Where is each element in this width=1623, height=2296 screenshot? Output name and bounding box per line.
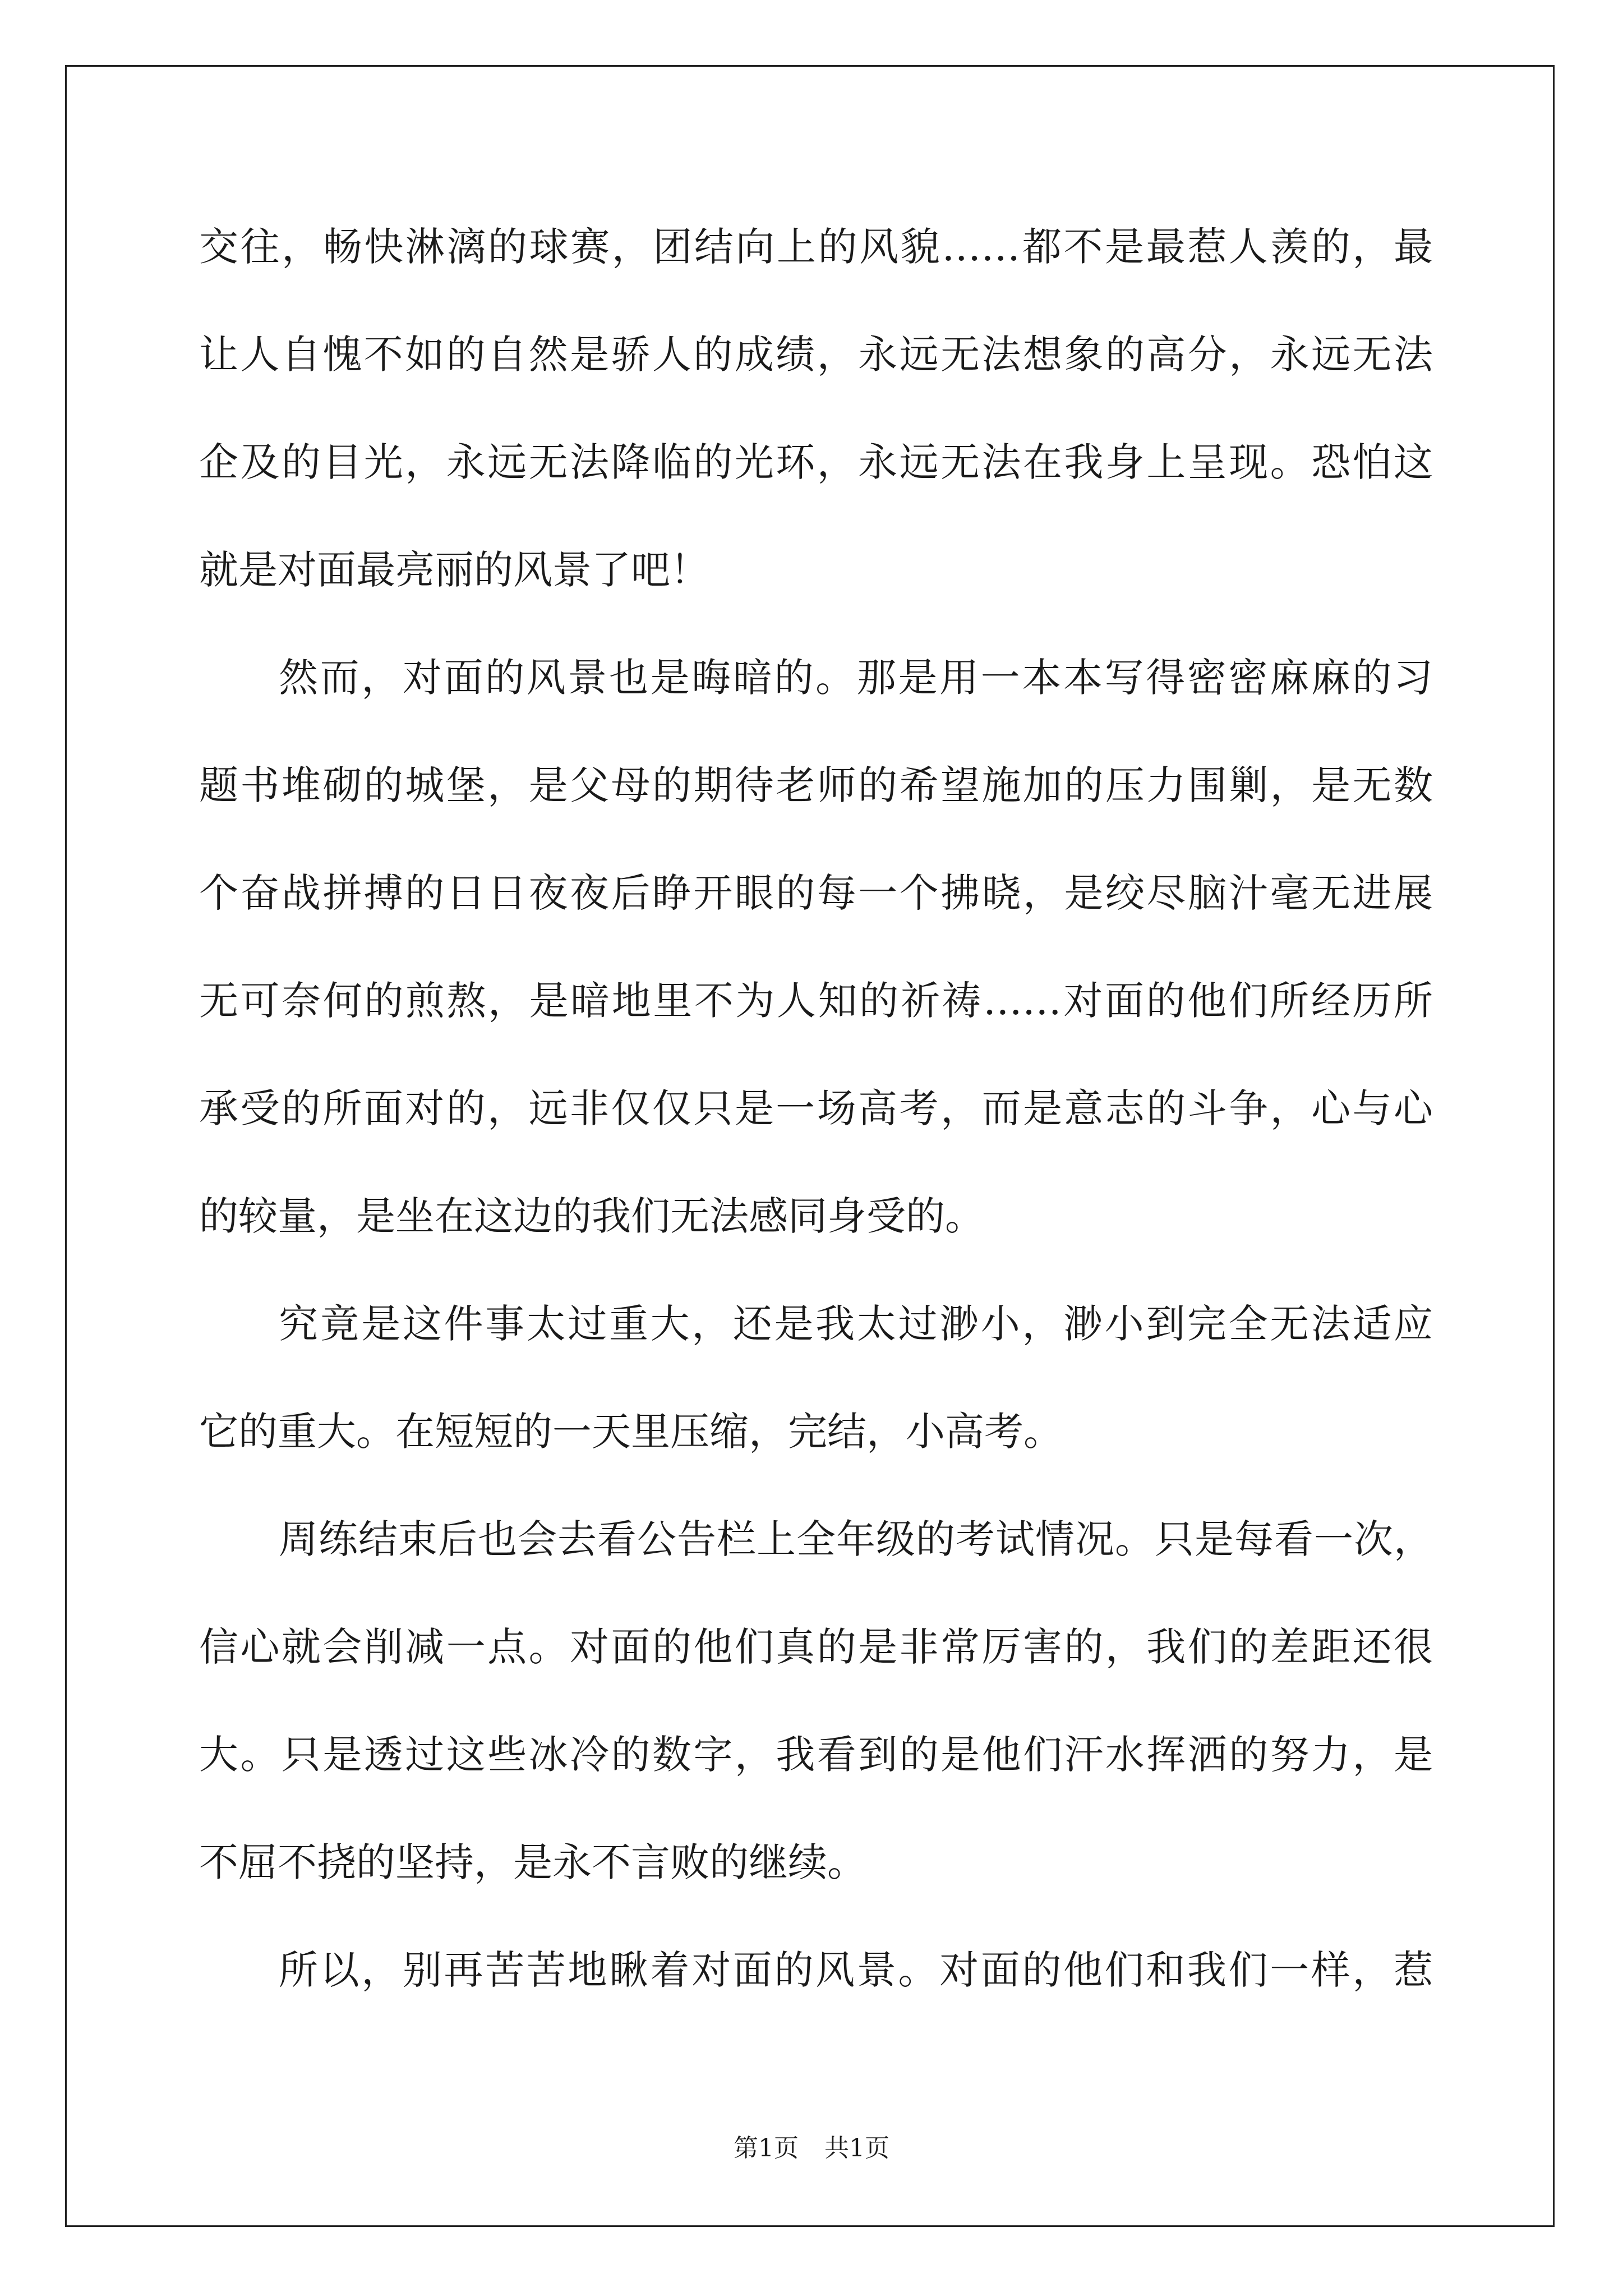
text-line-3: 企及的目光，永远无法降临的光环，永远无法在我身上呈现。恐怕这 <box>199 439 1433 485</box>
text-line-7: 个奋战拼搏的日日夜夜后睁开眼的每一个拂晓，是绞尽脑汁毫无进展 <box>199 870 1433 916</box>
text-line-15: 大。只是透过这些冰冷的数字，我看到的是他们汗水挥洒的努力，是 <box>199 1732 1433 1778</box>
text-line-1: 交往，畅快淋漓的球赛，团结向上的风貌……都不是最惹人羡的，最 <box>199 224 1433 270</box>
text-line-5: 然而，对面的风景也是晦暗的。那是用一本本写得密密麻麻的习 <box>279 655 1433 701</box>
text-line-12: 它的重大。在短短的一天里压缩，完结，小高考。 <box>199 1409 1063 1455</box>
text-line-6: 题书堆砌的城堡，是父母的期待老师的希望施加的压力围剿，是无数 <box>199 762 1433 808</box>
text-line-11: 究竟是这件事太过重大，还是我太过渺小，渺小到完全无法适应 <box>279 1301 1433 1347</box>
text-line-2: 让人自愧不如的自然是骄人的成绩，永远无法想象的高分，永远无法 <box>199 332 1433 378</box>
text-line-17: 所以，别再苦苦地瞅着对面的风景。对面的他们和我们一样，惹 <box>279 1947 1433 1993</box>
page-footer <box>0 2132 1623 2165</box>
text-line-16: 不屈不挠的坚持，是永不言败的继续。 <box>199 1839 866 1885</box>
text-line-4: 就是对面最亮丽的风景了吧！ <box>199 547 709 593</box>
document-body <box>199 202 1433 2033</box>
text-line-8: 无可奈何的煎熬，是暗地里不为人知的祈祷……对面的他们所经历所 <box>199 978 1433 1024</box>
text-line-13: 周练结束后也会去看公告栏上全年级的考试情况。只是每看一次， <box>279 1516 1433 1562</box>
page-number-total: 共1页 <box>824 2134 889 2162</box>
text-line-14: 信心就会削减一点。对面的他们真的是非常厉害的，我们的差距还很 <box>199 1624 1433 1670</box>
text-line-9: 承受的所面对的，远非仅仅只是一场高考，而是意志的斗争，心与心 <box>199 1085 1433 1131</box>
page-number-current: 第1页 <box>734 2134 799 2162</box>
text-line-10: 的较量，是坐在这边的我们无法感同身受的。 <box>199 1193 984 1239</box>
